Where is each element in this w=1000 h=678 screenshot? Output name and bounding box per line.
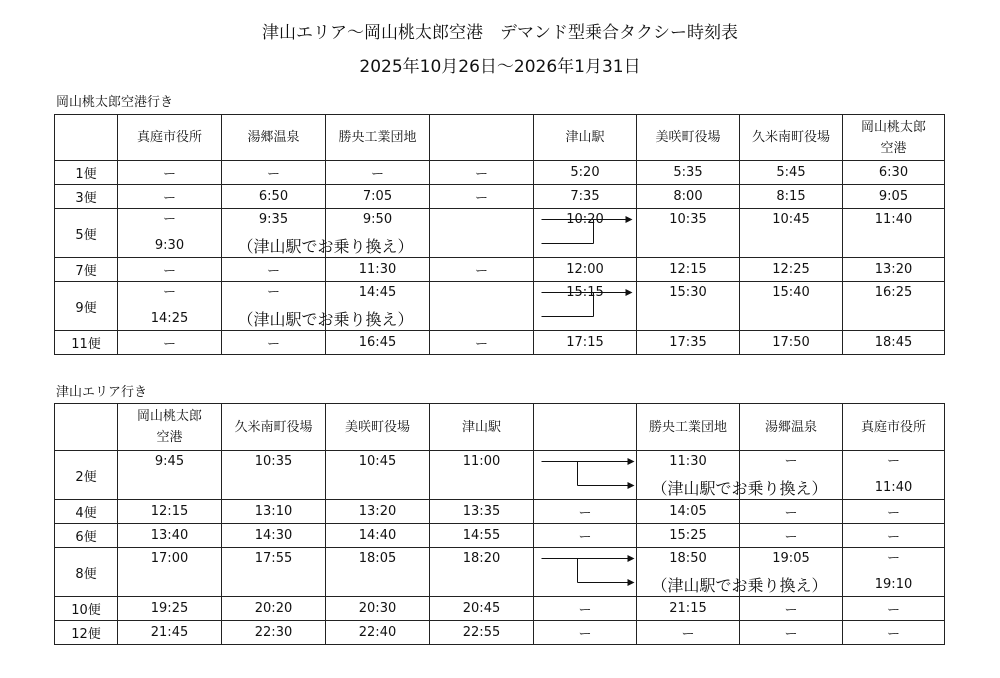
time-cell: 14:05 [637, 500, 740, 524]
time-value: ー [162, 212, 176, 227]
time-cell: ー [430, 161, 534, 185]
time-value: 10:45 [358, 454, 397, 469]
column-header: 岡山桃太郎 空港 [118, 404, 222, 451]
trip-number: 4便 [55, 500, 118, 524]
time-value: 17:55 [254, 551, 293, 566]
service-period: 2025年10月26日～2026年1月31日 [359, 57, 641, 77]
time-value: 11:40 [874, 212, 913, 227]
sub-time-value: 19:10 [874, 577, 913, 592]
column-header: 真庭市役所 [843, 404, 945, 451]
time-cell: 5:20 [534, 161, 637, 185]
time-cell: ー [222, 258, 326, 282]
time-value: 18:20 [462, 551, 501, 566]
time-cell: 14:30 [222, 524, 326, 548]
time-cell: ー [430, 258, 534, 282]
page-title: 津山エリア～岡山桃太郎空港 デマンド型乗合タクシー時刻表 [262, 23, 738, 43]
time-cell: ー [118, 331, 222, 355]
time-cell: ー [534, 597, 637, 621]
time-cell: 7:35 [534, 185, 637, 209]
trip-number: 12便 [55, 621, 118, 645]
time-cell: 12:00 [534, 258, 637, 282]
column-header: 真庭市役所 [118, 115, 222, 161]
time-cell: ー [118, 258, 222, 282]
arrow-head-lower [628, 579, 635, 586]
time-value: 19:05 [772, 551, 810, 566]
transfer-note: （津山駅でお乗り換え） [237, 309, 414, 329]
time-value: 14:45 [358, 285, 397, 300]
time-cell: ー [534, 500, 637, 524]
column-header: 美咲町役場 [637, 115, 740, 161]
time-cell: 21:15 [637, 597, 740, 621]
column-header: 津山駅 [430, 404, 534, 451]
time-cell: 22:55 [430, 621, 534, 645]
time-value: 17:00 [150, 551, 189, 566]
time-value: 15:40 [772, 285, 810, 300]
time-cell: 5:35 [637, 161, 740, 185]
time-value: ー [162, 285, 176, 300]
time-cell: 18:45 [843, 331, 945, 355]
time-cell: 9:05 [843, 185, 945, 209]
time-value: 18:50 [669, 551, 707, 566]
time-cell: 20:20 [222, 597, 326, 621]
time-value: 9:35 [258, 212, 289, 227]
time-cell: ー [118, 185, 222, 209]
time-value: 18:05 [358, 551, 397, 566]
trip-number: 3便 [55, 185, 118, 209]
sub-time-value: 14:25 [150, 311, 189, 326]
trip-number: 1便 [55, 161, 118, 185]
time-cell: 16:45 [326, 331, 430, 355]
time-value: 11:00 [462, 454, 501, 469]
time-value: 10:35 [254, 454, 293, 469]
trip-number: 11便 [55, 331, 118, 355]
time-cell: ー [740, 524, 843, 548]
trip-number: 10便 [55, 597, 118, 621]
time-cell: 21:45 [118, 621, 222, 645]
time-value: 10:35 [669, 212, 707, 227]
time-cell: ー [843, 500, 945, 524]
time-cell: ー [843, 597, 945, 621]
time-cell: 8:00 [637, 185, 740, 209]
trip-number: 7便 [55, 258, 118, 282]
time-cell: 20:30 [326, 597, 430, 621]
time-cell: 15:25 [637, 524, 740, 548]
time-cell: 6:30 [843, 161, 945, 185]
trip-number: 8便 [55, 548, 118, 597]
column-header: 勝央工業団地 [326, 115, 430, 161]
time-cell: 20:45 [430, 597, 534, 621]
time-cell: ー [118, 161, 222, 185]
time-cell: 17:50 [740, 331, 843, 355]
time-cell: 12:15 [118, 500, 222, 524]
column-header: 湯郷温泉 [740, 404, 843, 451]
time-cell: ー [637, 621, 740, 645]
column-header: 久米南町役場 [740, 115, 843, 161]
time-cell: ー [430, 331, 534, 355]
time-value: ー [266, 285, 280, 300]
trip-number: 2便 [55, 451, 118, 500]
time-value: 15:15 [566, 285, 604, 300]
time-cell: 13:10 [222, 500, 326, 524]
time-value: 10:45 [772, 212, 810, 227]
sub-time-value: 11:40 [874, 480, 913, 495]
column-header: 勝央工業団地 [637, 404, 740, 451]
transfer-note: （津山駅でお乗り換え） [651, 478, 828, 498]
time-cell: 13:40 [118, 524, 222, 548]
time-value: ー [886, 454, 900, 469]
time-cell: 22:30 [222, 621, 326, 645]
transfer-note: （津山駅でお乗り換え） [237, 236, 414, 256]
time-cell: 12:15 [637, 258, 740, 282]
column-header: 久米南町役場 [222, 404, 326, 451]
time-cell: 14:55 [430, 524, 534, 548]
column-header: 津山駅 [534, 115, 637, 161]
outbound-section-label: 岡山桃太郎空港行き [56, 95, 174, 110]
column-header: 湯郷温泉 [222, 115, 326, 161]
arrow-head [628, 555, 635, 562]
time-value: 9:45 [154, 454, 185, 469]
time-cell: ー [740, 500, 843, 524]
time-cell: 17:15 [534, 331, 637, 355]
column-header: 美咲町役場 [326, 404, 430, 451]
time-value: 11:30 [669, 454, 707, 469]
trip-number: 5便 [55, 209, 118, 258]
time-cell: 13:20 [326, 500, 430, 524]
time-cell: 5:45 [740, 161, 843, 185]
time-cell: ー [430, 185, 534, 209]
time-value: 10:20 [566, 212, 604, 227]
time-cell: 8:15 [740, 185, 843, 209]
time-cell: ー [843, 524, 945, 548]
time-cell: 7:05 [326, 185, 430, 209]
time-value: 9:50 [362, 212, 393, 227]
column-header: 岡山桃太郎 空港 [843, 115, 945, 161]
time-cell: 11:30 [326, 258, 430, 282]
time-cell: 6:50 [222, 185, 326, 209]
time-value: 15:30 [669, 285, 707, 300]
trip-number: 6便 [55, 524, 118, 548]
trip-number: 9便 [55, 282, 118, 331]
time-cell: 14:40 [326, 524, 430, 548]
inbound-section-label: 津山エリア行き [56, 385, 148, 400]
sub-time-value: 9:30 [154, 238, 185, 253]
time-cell: ー [326, 161, 430, 185]
time-cell: ー [534, 524, 637, 548]
time-value: ー [886, 551, 900, 566]
time-cell: ー [740, 597, 843, 621]
time-cell: 12:25 [740, 258, 843, 282]
time-cell: 17:35 [637, 331, 740, 355]
time-cell: ー [222, 331, 326, 355]
time-cell: 13:20 [843, 258, 945, 282]
time-cell: ー [843, 621, 945, 645]
time-cell: ー [534, 621, 637, 645]
transfer-note: （津山駅でお乗り換え） [651, 575, 828, 595]
time-cell: ー [222, 161, 326, 185]
time-cell: 22:40 [326, 621, 430, 645]
time-cell: 13:35 [430, 500, 534, 524]
time-value: ー [784, 454, 798, 469]
time-value: 16:25 [874, 285, 913, 300]
time-cell: ー [740, 621, 843, 645]
time-cell: 19:25 [118, 597, 222, 621]
